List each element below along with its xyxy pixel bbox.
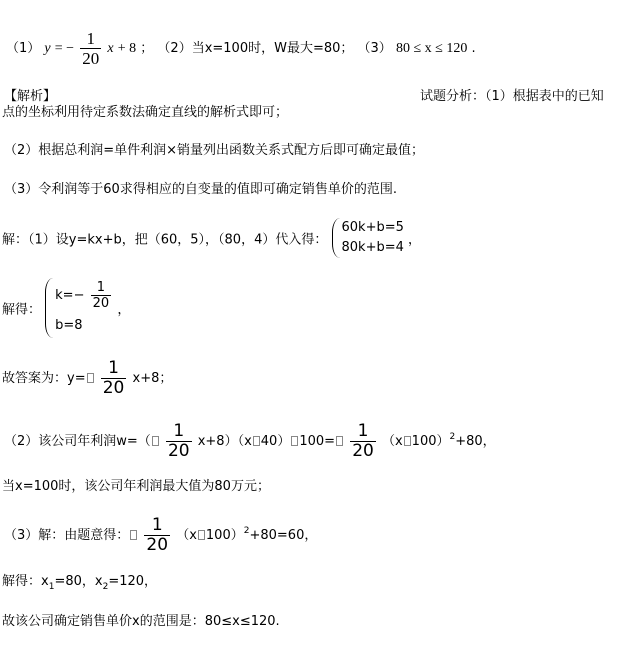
k-den: 20: [92, 296, 110, 311]
solution-answer1: [2, 360, 172, 397]
answer-y: y: [44, 41, 51, 56]
analysis-intro-cont: 点的坐标利用待定系数法确定直线的解析式即可；: [2, 105, 289, 120]
solution-part2: [4, 423, 496, 460]
answer-line: [6, 30, 476, 67]
missing-glyph-icon: [130, 530, 137, 540]
system-brace: [332, 218, 341, 258]
solution-part1: [2, 218, 421, 258]
k-fraction: [91, 281, 112, 310]
roots-mid: =80，x: [54, 574, 103, 589]
w-den: 20: [167, 441, 190, 461]
answer-fraction: [80, 30, 101, 67]
k-row: [55, 278, 113, 314]
analysis-intro-right: 试题分析：（1）根据表中的已知: [420, 89, 604, 104]
answer-fraction-num: 1: [80, 30, 101, 49]
s3-fraction: [144, 517, 170, 554]
missing-glyph-icon: [336, 436, 343, 446]
s3-mid: （x: [176, 528, 197, 543]
answer-part2: （2）当x=100时，W最大=80；: [157, 41, 354, 56]
answer-sep: ；: [140, 41, 154, 56]
w-num: 1: [166, 423, 192, 442]
solution-roots: [2, 570, 158, 592]
missing-glyph-icon: [87, 373, 94, 383]
w-mid4: （x: [381, 434, 403, 449]
kb-brace: [45, 278, 54, 338]
s3-end: +80=60，: [249, 528, 318, 543]
answer-x: x: [107, 41, 114, 56]
w2-den: 20: [352, 441, 374, 461]
ans1-suffix: x+8；: [132, 371, 173, 386]
answer-plus8: + 8: [117, 41, 137, 56]
solution-max: 当x=100时，该公司年利润最大值为80万元；: [2, 479, 270, 494]
answer-eq-minus: = −: [54, 41, 75, 56]
ans1-fraction: [101, 360, 127, 397]
analysis-heading: 【解析】: [4, 89, 57, 104]
w-mid3: 100=: [299, 434, 336, 449]
answer-fraction-den: 20: [82, 49, 100, 68]
s3-prefix: （3）解：由题意得：: [4, 528, 130, 543]
analysis-step2: （2）根据总利润=单件利润×销量列出函数关系式配方后即可确定最值；: [4, 143, 425, 158]
solution-jiede: [2, 278, 130, 338]
roots-sub2: 2: [102, 582, 109, 592]
kb-comma: ，: [117, 302, 131, 318]
ans1-prefix: 故答案为：y=: [2, 371, 86, 386]
equation-2: 80k+b=4: [341, 240, 404, 255]
roots-prefix: 解得：x: [2, 574, 49, 589]
s3-mid2: 100）: [205, 528, 244, 543]
roots-sub1: 1: [48, 582, 55, 592]
w2-num: 1: [350, 423, 376, 442]
answer-part1-label: （1）: [6, 41, 41, 56]
solution-part3: [4, 517, 317, 554]
analysis-step3: （3）令利润等于60求得相应的自变量的值即可确定销售单价的范围.: [4, 182, 397, 197]
solution-part1-prefix: 解：（1）设y=kx+b，把（60，5），（80，4）代入得：: [2, 232, 328, 248]
w-prefix: （2）该公司年利润w=（: [4, 434, 151, 449]
w-end: +80，: [455, 434, 496, 449]
w-fraction: [166, 423, 192, 460]
missing-glyph-icon: [404, 436, 411, 446]
ans1-num: 1: [101, 360, 127, 379]
w-mid5: 100）: [411, 434, 450, 449]
jiede-label: 解得：: [2, 302, 42, 318]
w-square: 2: [449, 432, 456, 442]
answer-part3-label: （3）: [357, 41, 392, 56]
s3-den: 20: [146, 535, 169, 555]
ans1-den: 20: [102, 378, 125, 398]
answer-part3-expr: 80 ≤ x ≤ 120: [395, 41, 468, 56]
k-num: 1: [91, 281, 112, 296]
answer-end: .: [471, 41, 476, 56]
b-row: b=8: [55, 318, 83, 333]
equation-system: [332, 218, 404, 258]
missing-glyph-icon: [198, 530, 205, 540]
w2-fraction: [350, 423, 376, 460]
missing-glyph-icon: [253, 436, 260, 446]
kb-system: [45, 278, 113, 338]
s3-square: 2: [243, 526, 250, 536]
s3-num: 1: [144, 517, 170, 536]
missing-glyph-icon: [152, 436, 159, 446]
roots-end: =120，: [108, 574, 158, 589]
w-mid2: 40）: [260, 434, 291, 449]
solution-final: 故该公司确定销售单价x的范围是：80≤x≤120.: [2, 614, 280, 629]
w-mid1: x+8）（x: [197, 434, 252, 449]
equation-1: 60k+b=5: [341, 220, 404, 235]
k-eq: k=−: [55, 288, 85, 303]
missing-glyph-icon: [291, 436, 298, 446]
system-comma: ，: [408, 232, 422, 248]
